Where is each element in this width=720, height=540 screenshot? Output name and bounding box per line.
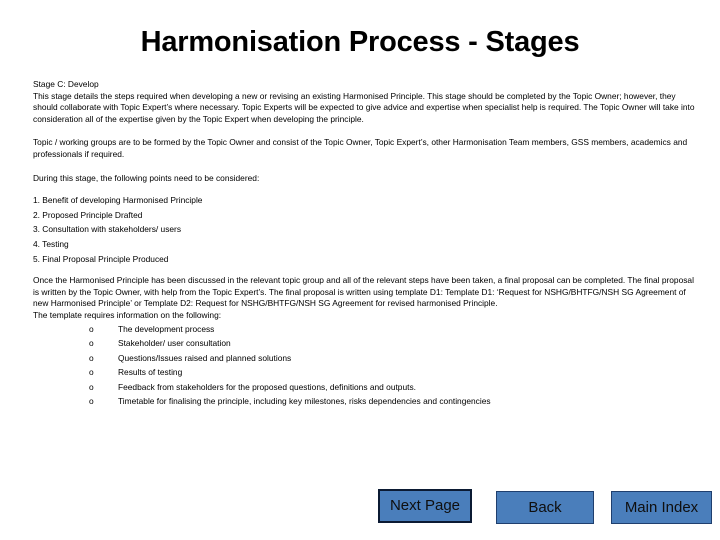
list-item: 5. Final Proposal Principle Produced xyxy=(33,253,169,264)
list-item: o Timetable for finalising the principle, including key milestones, risks dependencies and contingencies xyxy=(33,394,698,409)
back-button[interactable]: Back xyxy=(496,491,594,524)
list-item: 2. Proposed Principle Drafted xyxy=(33,209,143,220)
points-list xyxy=(33,193,698,266)
next-page-button[interactable]: Next Page xyxy=(378,489,472,523)
list-item: 1. Benefit of developing Harmonised Principle xyxy=(33,195,203,206)
list-item: 3. Consultation with stakeholders/ users xyxy=(33,224,182,235)
bullet-marker: o xyxy=(89,381,94,392)
bullet-marker: o xyxy=(89,323,94,334)
list-item: 4. Testing xyxy=(33,238,69,249)
template-intro: The template requires information on the following: xyxy=(33,309,222,320)
list-item: o Questions/Issues raised and planned solutions xyxy=(33,351,698,366)
list-item: o Results of testing xyxy=(33,365,698,380)
list-item: o Stakeholder/ user consultation xyxy=(33,336,698,351)
template-items xyxy=(33,322,698,410)
groups-paragraph: Topic / working groups are to be formed by the Topic Owner and consist of the Topic Owner, Topic Expert’s, other Harmonisation Team members, GSS members, academics and professionals if required. xyxy=(33,137,688,159)
bullet-marker: o xyxy=(89,367,94,378)
stage-content xyxy=(33,79,698,409)
intro-paragraph: This stage details the steps required when developing a new or revising an existing Harmonised Principle. This stage should be completed by the Topic Owner; however, they should collaborate with Topic Expert’s where necessary. Topic Experts will be expected to give advice and expertise when specialist help is required. The Topic Owner will take into consideration all of the expertise given by the Topic Expert when developing the principle. xyxy=(33,90,695,124)
stage-heading: Stage C: Develop xyxy=(33,79,99,89)
proposal-paragraph: Once the Harmonised Principle has been discussed in the relevant topic group and all of the relevant steps have been taken, a final proposal can be completed. The final proposal is written by the Topic Owner, with help from the Topic Expert’s. The final proposal is written using template D1: Template D1: ‘Request for NSHG/BHTFG/NSH SG Agreement of new Harmonised Principle’ or Template D2: Request for NSHG/BHTFG/NSH SG Agreement for revised harmonised Principle. xyxy=(33,275,694,309)
points-intro: During this stage, the following points need to be considered: xyxy=(33,172,260,183)
list-item: o Feedback from stakeholders for the proposed questions, definitions and outputs. xyxy=(33,380,698,395)
list-item: o The development process xyxy=(33,322,698,337)
bullet-marker: o xyxy=(89,352,94,363)
main-index-button[interactable]: Main Index xyxy=(611,491,712,524)
bullet-marker: o xyxy=(89,396,94,407)
page-title: Harmonisation Process - Stages xyxy=(140,26,580,58)
bullet-marker: o xyxy=(89,338,94,349)
